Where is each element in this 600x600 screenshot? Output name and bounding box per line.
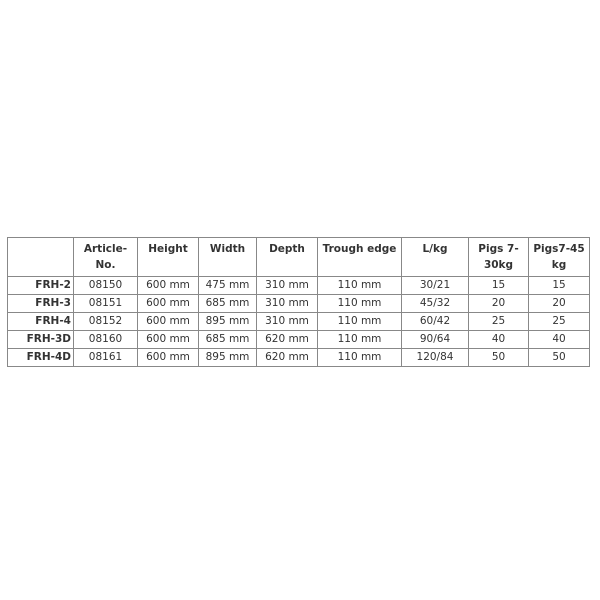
- cell-model: FRH-3: [8, 295, 74, 313]
- cell-model: FRH-4D: [8, 349, 74, 367]
- cell-l-kg: 90/64: [402, 331, 469, 349]
- cell-article-no: 08161: [74, 349, 138, 367]
- header-depth: Depth: [257, 238, 318, 277]
- cell-height: 600 mm: [138, 313, 199, 331]
- product-table-container: [7, 237, 590, 367]
- table-row: [8, 295, 590, 313]
- cell-trough-edge: 110 mm: [318, 277, 402, 295]
- cell-l-kg: 120/84: [402, 349, 469, 367]
- cell-l-kg: 45/32: [402, 295, 469, 313]
- table-row: [8, 277, 590, 295]
- cell-l-kg: 30/21: [402, 277, 469, 295]
- cell-depth: 310 mm: [257, 313, 318, 331]
- cell-depth: 620 mm: [257, 331, 318, 349]
- cell-width: 895 mm: [199, 349, 257, 367]
- cell-depth: 310 mm: [257, 295, 318, 313]
- cell-depth: 620 mm: [257, 349, 318, 367]
- cell-l-kg: 60/42: [402, 313, 469, 331]
- header-l-kg: L/kg: [402, 238, 469, 277]
- cell-pigs-7-45kg: 15: [529, 277, 590, 295]
- cell-pigs-7-30kg: 40: [469, 331, 529, 349]
- header-height: Height: [138, 238, 199, 277]
- cell-pigs-7-30kg: 50: [469, 349, 529, 367]
- table-header-row: [8, 238, 590, 277]
- cell-model: FRH-3D: [8, 331, 74, 349]
- cell-depth: 310 mm: [257, 277, 318, 295]
- cell-trough-edge: 110 mm: [318, 295, 402, 313]
- cell-pigs-7-30kg: 20: [469, 295, 529, 313]
- cell-pigs-7-45kg: 20: [529, 295, 590, 313]
- cell-pigs-7-30kg: 15: [469, 277, 529, 295]
- cell-article-no: 08150: [74, 277, 138, 295]
- header-width: Width: [199, 238, 257, 277]
- cell-trough-edge: 110 mm: [318, 331, 402, 349]
- cell-article-no: 08152: [74, 313, 138, 331]
- cell-model: FRH-4: [8, 313, 74, 331]
- header-pigs-7-30kg: Pigs 7-30kg: [469, 238, 529, 277]
- cell-width: 685 mm: [199, 295, 257, 313]
- cell-pigs-7-45kg: 25: [529, 313, 590, 331]
- cell-width: 685 mm: [199, 331, 257, 349]
- header-pigs-7-45kg: Pigs7-45 kg: [529, 238, 590, 277]
- cell-height: 600 mm: [138, 277, 199, 295]
- header-model: [8, 238, 74, 277]
- cell-pigs-7-45kg: 50: [529, 349, 590, 367]
- cell-article-no: 08151: [74, 295, 138, 313]
- product-spec-table: [7, 237, 590, 367]
- cell-pigs-7-45kg: 40: [529, 331, 590, 349]
- table-row: [8, 331, 590, 349]
- cell-article-no: 08160: [74, 331, 138, 349]
- header-article-no: Article-No.: [74, 238, 138, 277]
- header-trough-edge: Trough edge: [318, 238, 402, 277]
- cell-trough-edge: 110 mm: [318, 349, 402, 367]
- cell-height: 600 mm: [138, 349, 199, 367]
- table-row: [8, 349, 590, 367]
- cell-height: 600 mm: [138, 295, 199, 313]
- cell-width: 895 mm: [199, 313, 257, 331]
- cell-model: FRH-2: [8, 277, 74, 295]
- table-row: [8, 313, 590, 331]
- cell-pigs-7-30kg: 25: [469, 313, 529, 331]
- cell-width: 475 mm: [199, 277, 257, 295]
- cell-trough-edge: 110 mm: [318, 313, 402, 331]
- cell-height: 600 mm: [138, 331, 199, 349]
